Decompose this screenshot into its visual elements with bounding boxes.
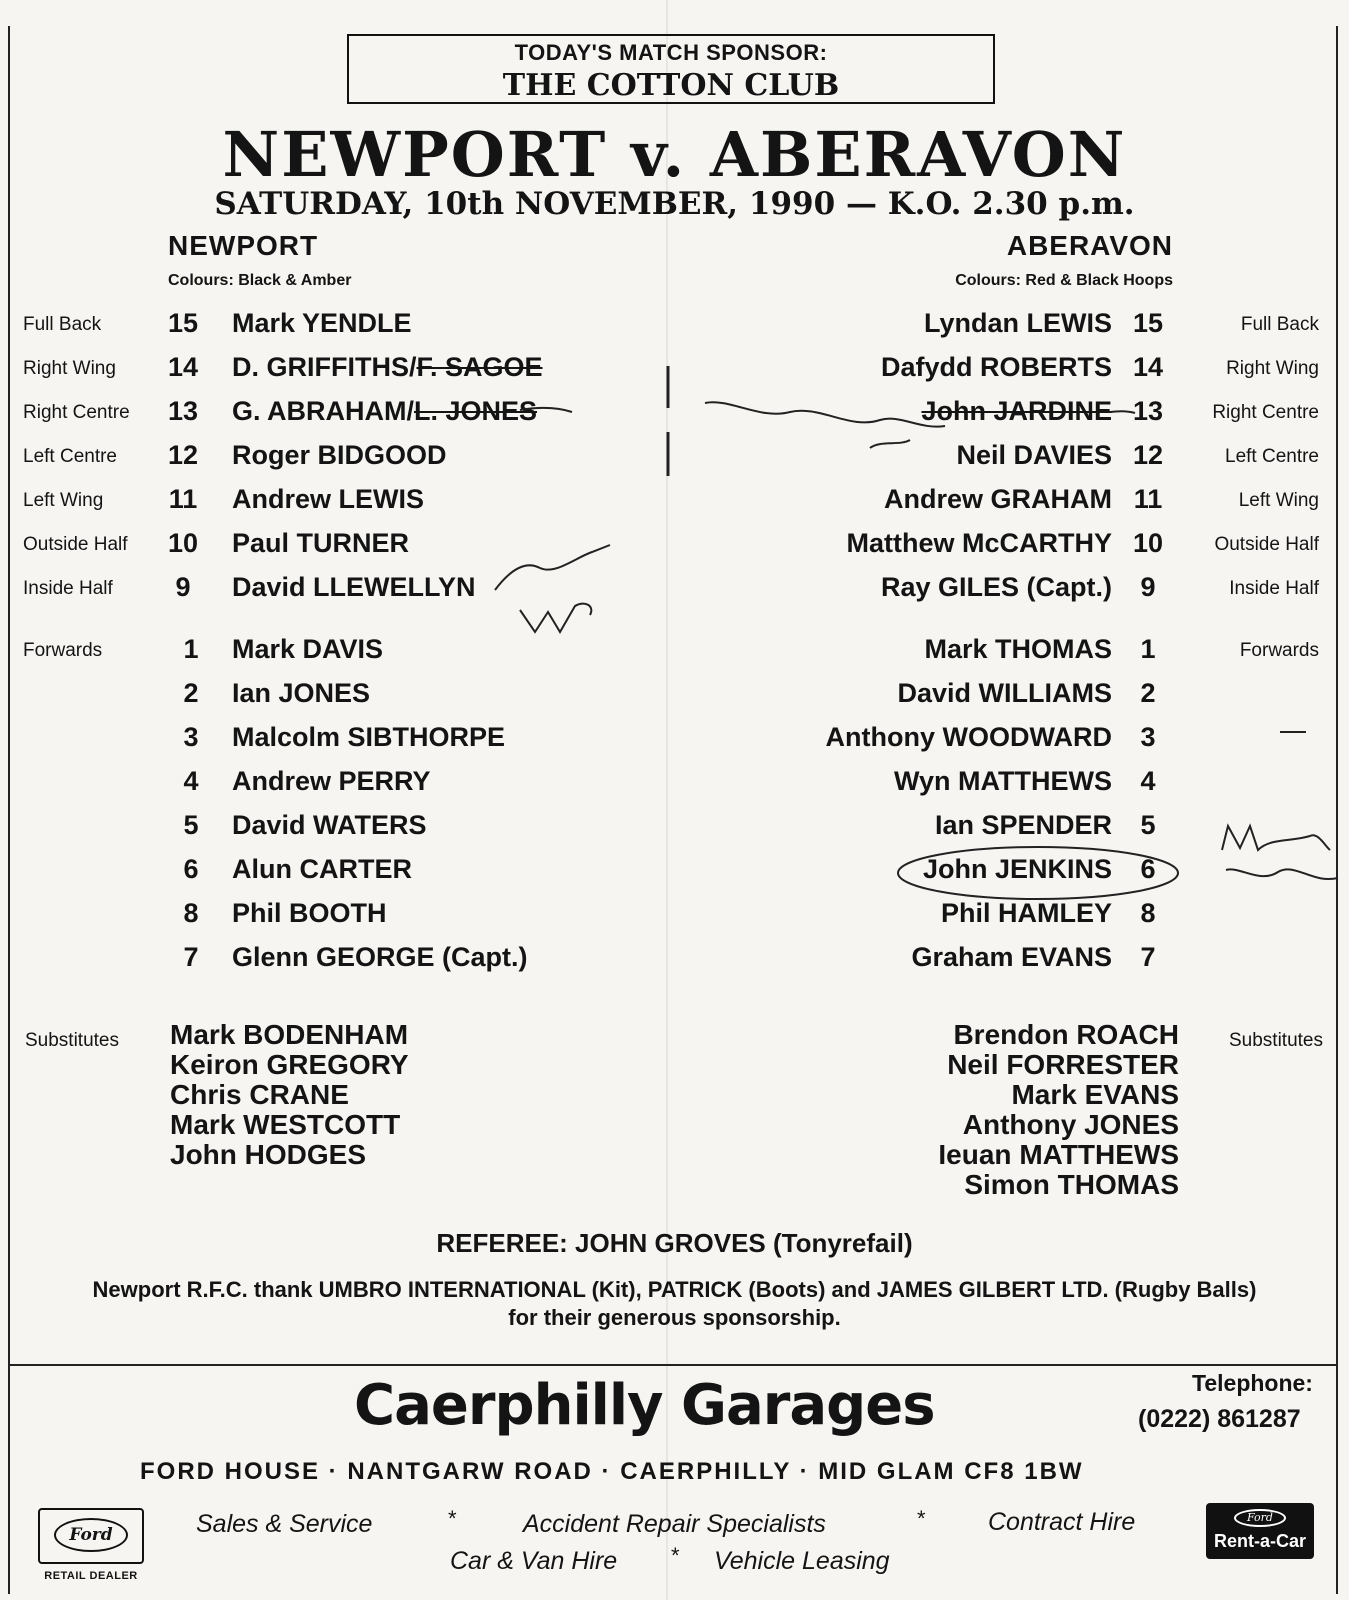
shirt-number: 4	[1140, 766, 1156, 796]
player-name: Mark DAVIS	[232, 634, 384, 664]
sponsorship-thanks	[0, 1276, 1349, 1332]
shirt-number: 6	[183, 854, 199, 884]
shirt-number: 10	[1132, 528, 1164, 558]
sub-player: Brendon ROACH	[953, 1019, 1179, 1050]
away-row-forward-1	[680, 634, 1349, 670]
away-row-right-wing	[680, 352, 1349, 388]
position-label: Left Wing	[23, 490, 104, 511]
away-row-forward-5	[680, 810, 1349, 846]
shirt-number: 2	[183, 678, 199, 708]
away-row-right-centre	[680, 396, 1349, 432]
sub-player: Ieuan MATTHEWS	[938, 1139, 1179, 1170]
position-label: Right Centre	[1212, 402, 1319, 423]
shirt-number: 8	[1140, 898, 1156, 928]
home-row-forward-6	[0, 854, 670, 890]
shirt-number: 14	[1132, 352, 1164, 382]
shirt-number: 5	[183, 810, 199, 840]
shirt-number: 2	[1140, 678, 1156, 708]
away-row-forward-3	[680, 722, 1349, 758]
shirt-number: 7	[1140, 942, 1156, 972]
retail-dealer-label: RETAIL DEALER	[44, 1570, 138, 1582]
player-name: Ian SPENDER	[934, 810, 1112, 840]
sub-player: John HODGES	[170, 1139, 367, 1170]
shirt-number: 15	[167, 308, 199, 338]
away-row-inside-half	[680, 572, 1349, 608]
player-name: Mark YENDLE	[232, 308, 412, 338]
home-row-forward-3	[0, 722, 670, 758]
player-name: Andrew GRAHAM	[884, 484, 1112, 514]
player-name: Andrew LEWIS	[232, 484, 425, 514]
away-team-name: ABERAVON	[1006, 230, 1173, 261]
home-subs-list	[170, 1020, 409, 1170]
position-label: Right Centre	[23, 402, 130, 423]
ford-logo	[38, 1508, 144, 1564]
position-label: Right Wing	[23, 358, 116, 379]
sub-player: Mark EVANS	[1011, 1079, 1179, 1110]
player-name: D. GRIFFITHS/F. SAGOE	[232, 352, 543, 382]
sub-player: Chris CRANE	[170, 1079, 349, 1110]
home-team-name: NEWPORT	[168, 230, 319, 261]
player-name: Neil DAVIES	[956, 440, 1112, 470]
home-row-left-centre	[0, 440, 670, 476]
player-name: Alun CARTER	[232, 854, 412, 884]
shirt-number: 11	[1133, 484, 1163, 514]
home-row-forward-8	[0, 942, 670, 978]
rent-a-car-logo	[1206, 1503, 1314, 1559]
position-label: Right Wing	[1226, 358, 1319, 379]
shirt-number: 3	[183, 722, 199, 752]
shirt-number: 4	[183, 766, 199, 796]
player-name: Anthony WOODWARD	[825, 722, 1112, 752]
player-name: Matthew McCARTHY	[846, 528, 1112, 558]
shirt-number: 14	[167, 352, 199, 382]
home-row-fullback	[0, 308, 670, 344]
away-row-forward-6	[680, 854, 1349, 890]
struck-player-name: F. SAGOE	[416, 352, 543, 382]
player-name: Malcolm SIBTHORPE	[232, 722, 506, 752]
sponsor-box	[347, 34, 995, 104]
service-car-van-hire: Car & Van Hire	[450, 1547, 618, 1575]
sub-player: Simon THOMAS	[964, 1169, 1179, 1200]
away-row-forward-7	[680, 898, 1349, 934]
away-subs-list	[938, 1020, 1179, 1200]
shirt-number: 15	[1132, 308, 1164, 338]
shirt-number: 11	[168, 484, 198, 514]
home-row-forward-2	[0, 678, 670, 714]
away-row-forward-2	[680, 678, 1349, 714]
shirt-number: 9	[1140, 572, 1156, 602]
player-name: G. ABRAHAM/L. JONES	[232, 396, 538, 426]
home-row-forward-4	[0, 766, 670, 802]
advert-address: FORD HOUSE · NANTGARW ROAD · CAERPHILLY · MID GLAM CF8 1BW	[140, 1458, 1084, 1485]
position-label: Full Back	[1240, 314, 1319, 335]
away-row-outside-half	[680, 528, 1349, 564]
forwards-label: Forwards	[23, 640, 103, 661]
home-row-left-wing	[0, 484, 670, 520]
position-label: Left Wing	[1238, 490, 1319, 511]
player-name: Graham EVANS	[911, 942, 1112, 972]
player-name: John JARDINE	[921, 396, 1112, 426]
home-subs-label: Substitutes	[25, 1030, 119, 1051]
home-row-forward-1	[0, 634, 670, 670]
player-name: Paul TURNER	[232, 528, 410, 558]
position-label: Outside Half	[23, 534, 128, 555]
shirt-number: 8	[183, 898, 199, 928]
position-label: Left Centre	[1225, 446, 1319, 467]
player-name: Phil BOOTH	[232, 898, 387, 928]
referee-line: REFEREE: JOHN GROVES (Tonyrefail)	[436, 1228, 913, 1258]
shirt-number: 12	[1132, 440, 1164, 470]
struck-player-name: L. JONES	[414, 396, 538, 426]
player-name: David LLEWELLYN	[232, 572, 476, 602]
shirt-number: 3	[1140, 722, 1156, 752]
shirt-number: 1	[1140, 634, 1156, 664]
player-name: Dafydd ROBERTS	[880, 352, 1112, 382]
telephone-number: (0222) 861287	[1138, 1405, 1301, 1433]
shirt-number: 5	[1140, 810, 1156, 840]
sub-player: Neil FORRESTER	[947, 1049, 1179, 1080]
home-row-forward-7	[0, 898, 670, 934]
player-name: John JENKINS	[922, 854, 1112, 884]
shirt-number: 7	[183, 942, 199, 972]
away-row-forward-4	[680, 766, 1349, 802]
home-row-outside-half	[0, 528, 670, 564]
ford-oval-icon: Ford	[54, 1518, 128, 1552]
away-colours: Colours: Red & Black Hoops	[955, 272, 1173, 289]
sponsor-label: TODAY'S MATCH SPONSOR:	[514, 40, 828, 65]
shirt-number: 13	[167, 396, 199, 426]
telephone-label: Telephone:	[1192, 1370, 1313, 1396]
player-name: Glenn GEORGE (Capt.)	[232, 942, 528, 972]
sponsor-name: THE COTTON CLUB	[502, 68, 840, 103]
shirt-number: 1	[183, 634, 199, 664]
match-title: NEWPORT v. ABERAVON	[222, 118, 1127, 191]
player-name: Wyn MATTHEWS	[894, 766, 1112, 796]
shirt-number: 6	[1140, 854, 1156, 884]
sub-player: Mark BODENHAM	[170, 1019, 409, 1050]
service-contract-hire: Contract Hire	[988, 1508, 1136, 1536]
player-name: Mark THOMAS	[924, 634, 1112, 664]
service-sales: Sales & Service	[196, 1510, 373, 1538]
position-label: Inside Half	[1229, 578, 1319, 599]
advert-company-name: Caerphilly Garages	[354, 1373, 935, 1438]
service-vehicle-leasing: Vehicle Leasing	[714, 1547, 890, 1575]
shirt-number: 10	[167, 528, 199, 558]
separator-star-icon: *	[917, 1506, 926, 1531]
player-name: Ray GILES (Capt.)	[880, 572, 1112, 602]
shirt-number: 12	[167, 440, 199, 470]
away-subs-label: Substitutes	[1229, 1030, 1323, 1051]
player-name: Ian JONES	[232, 678, 371, 708]
player-name: Lyndan LEWIS	[924, 308, 1112, 338]
sub-player: Keiron GREGORY	[170, 1049, 409, 1080]
forwards-label: Forwards	[1239, 640, 1319, 661]
home-row-inside-half	[0, 572, 670, 608]
position-label: Inside Half	[23, 578, 113, 599]
thanks-line-1: Newport R.F.C. thank UMBRO INTERNATIONAL (Kit), PATRICK (Boots) and JAMES GILBERT LTD. (Rugby Balls)	[92, 1277, 1257, 1302]
home-row-forward-5	[0, 810, 670, 846]
ford-oval-icon: Ford	[1234, 1509, 1286, 1527]
separator-star-icon: *	[671, 1543, 680, 1568]
away-row-fullback	[680, 308, 1349, 344]
away-row-left-centre	[680, 440, 1349, 476]
home-row-right-centre	[0, 396, 670, 432]
player-name: David WILLIAMS	[897, 678, 1112, 708]
player-name: Phil HAMLEY	[940, 898, 1112, 928]
player-name: Roger BIDGOOD	[232, 440, 447, 470]
match-subtitle: SATURDAY, 10th NOVEMBER, 1990 — K.O. 2.30 p.m.	[214, 186, 1135, 222]
position-label: Outside Half	[1214, 534, 1319, 555]
thanks-line-2: for their generous sponsorship.	[508, 1305, 841, 1330]
home-colours: Colours: Black & Amber	[168, 272, 352, 289]
away-row-left-wing	[680, 484, 1349, 520]
position-label: Left Centre	[23, 446, 117, 467]
away-row-forward-8	[680, 942, 1349, 978]
advert-divider	[8, 1364, 1338, 1366]
separator-star-icon: *	[448, 1506, 457, 1531]
shirt-number: 9	[175, 572, 191, 602]
sub-player: Anthony JONES	[962, 1109, 1179, 1140]
rent-a-car-label: Rent-a-Car	[1213, 1531, 1306, 1551]
shirt-number: 13	[1132, 396, 1164, 426]
player-name: David WATERS	[232, 810, 427, 840]
sub-player: Mark WESTCOTT	[170, 1109, 401, 1140]
home-row-right-wing	[0, 352, 670, 388]
position-label: Full Back	[23, 314, 102, 335]
player-name: Andrew PERRY	[232, 766, 431, 796]
service-accident-repair: Accident Repair Specialists	[523, 1510, 826, 1538]
